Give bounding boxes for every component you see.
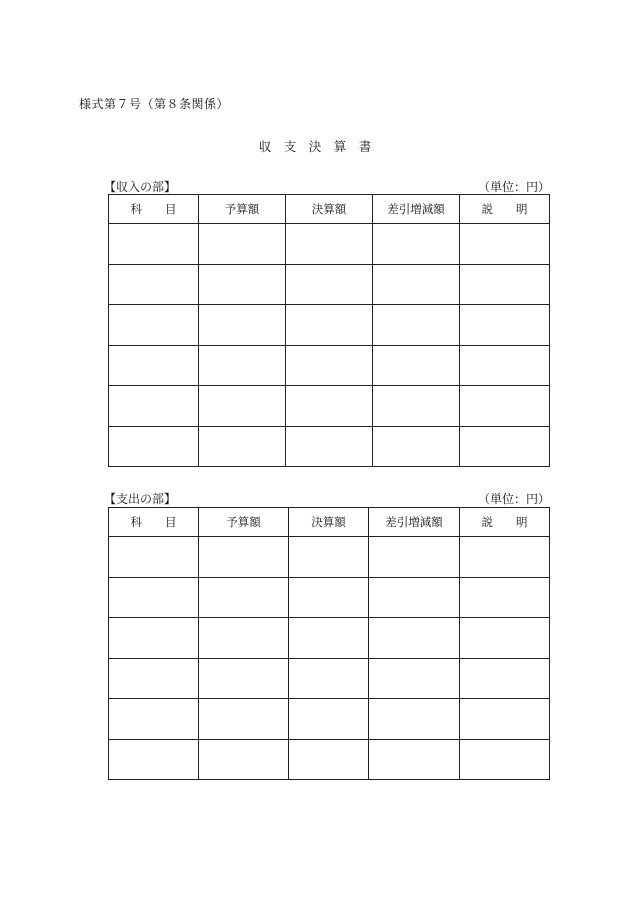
column-header-explanation: 説 明 [460, 195, 550, 224]
document-title: 収 支 決 算 書 [258, 139, 372, 154]
table-cell[interactable] [286, 426, 373, 467]
table-cell[interactable] [460, 305, 550, 346]
table-row [109, 699, 550, 740]
table-cell[interactable] [199, 739, 289, 780]
table-cell[interactable] [369, 618, 460, 659]
table-cell[interactable] [369, 658, 460, 699]
table-cell[interactable] [369, 577, 460, 618]
expense-unit-label: （単位：円） [477, 492, 550, 506]
column-header-actual: 決算額 [286, 195, 373, 224]
table-cell[interactable] [289, 537, 369, 578]
table-cell[interactable] [460, 345, 550, 386]
table-cell[interactable] [109, 224, 199, 265]
table-cell[interactable] [109, 739, 199, 780]
income-section-label: 【収入の部】 [104, 180, 177, 194]
column-header-item: 科 目 [109, 195, 199, 224]
table-cell[interactable] [199, 577, 289, 618]
table-cell[interactable] [460, 386, 550, 427]
column-header-actual: 決算額 [289, 508, 369, 537]
table-cell[interactable] [369, 699, 460, 740]
table-row [109, 345, 550, 386]
table-cell[interactable] [289, 658, 369, 699]
column-header-budget: 予算額 [199, 195, 286, 224]
column-header-difference: 差引増減額 [369, 508, 460, 537]
table-cell[interactable] [373, 426, 460, 467]
table-cell[interactable] [460, 739, 550, 780]
table-cell[interactable] [373, 224, 460, 265]
form-number: 様式第７号（第８条関係） [79, 97, 230, 111]
table-row [109, 426, 550, 467]
table-cell[interactable] [109, 537, 199, 578]
table-row [109, 577, 550, 618]
table-row [109, 739, 550, 780]
table-cell[interactable] [289, 618, 369, 659]
expense-table [108, 507, 550, 780]
column-header-item: 科 目 [109, 508, 199, 537]
table-cell[interactable] [199, 426, 286, 467]
income-header-row [109, 195, 550, 224]
table-cell[interactable] [289, 739, 369, 780]
table-cell[interactable] [199, 305, 286, 346]
table-cell[interactable] [286, 345, 373, 386]
expense-section-label: 【支出の部】 [104, 492, 177, 506]
income-table [108, 194, 550, 467]
table-cell[interactable] [109, 577, 199, 618]
column-header-difference: 差引増減額 [373, 195, 460, 224]
income-unit-label: （単位：円） [477, 180, 550, 194]
table-cell[interactable] [199, 345, 286, 386]
table-cell[interactable] [460, 264, 550, 305]
table-cell[interactable] [109, 618, 199, 659]
table-cell[interactable] [286, 305, 373, 346]
table-cell[interactable] [109, 426, 199, 467]
table-cell[interactable] [109, 699, 199, 740]
table-cell[interactable] [109, 305, 199, 346]
table-cell[interactable] [373, 345, 460, 386]
table-cell[interactable] [373, 305, 460, 346]
table-row [109, 658, 550, 699]
column-header-explanation: 説 明 [460, 508, 550, 537]
table-row [109, 264, 550, 305]
table-cell[interactable] [289, 577, 369, 618]
table-cell[interactable] [460, 426, 550, 467]
table-cell[interactable] [369, 739, 460, 780]
expense-header-row [109, 508, 550, 537]
table-row [109, 305, 550, 346]
table-cell[interactable] [460, 577, 550, 618]
table-row [109, 537, 550, 578]
table-cell[interactable] [460, 618, 550, 659]
table-cell[interactable] [199, 386, 286, 427]
table-cell[interactable] [199, 658, 289, 699]
table-cell[interactable] [289, 699, 369, 740]
table-cell[interactable] [460, 537, 550, 578]
table-cell[interactable] [199, 537, 289, 578]
table-cell[interactable] [460, 699, 550, 740]
table-cell[interactable] [199, 264, 286, 305]
table-cell[interactable] [373, 264, 460, 305]
table-cell[interactable] [109, 658, 199, 699]
table-cell[interactable] [286, 386, 373, 427]
table-cell[interactable] [460, 224, 550, 265]
table-cell[interactable] [369, 537, 460, 578]
table-cell[interactable] [286, 224, 373, 265]
table-cell[interactable] [199, 618, 289, 659]
table-cell[interactable] [109, 386, 199, 427]
table-cell[interactable] [109, 264, 199, 305]
table-row [109, 618, 550, 659]
table-cell[interactable] [199, 699, 289, 740]
table-row [109, 386, 550, 427]
table-cell[interactable] [460, 658, 550, 699]
table-row [109, 224, 550, 265]
table-cell[interactable] [286, 264, 373, 305]
table-cell[interactable] [109, 345, 199, 386]
table-cell[interactable] [199, 224, 286, 265]
column-header-budget: 予算額 [199, 508, 289, 537]
table-cell[interactable] [373, 386, 460, 427]
